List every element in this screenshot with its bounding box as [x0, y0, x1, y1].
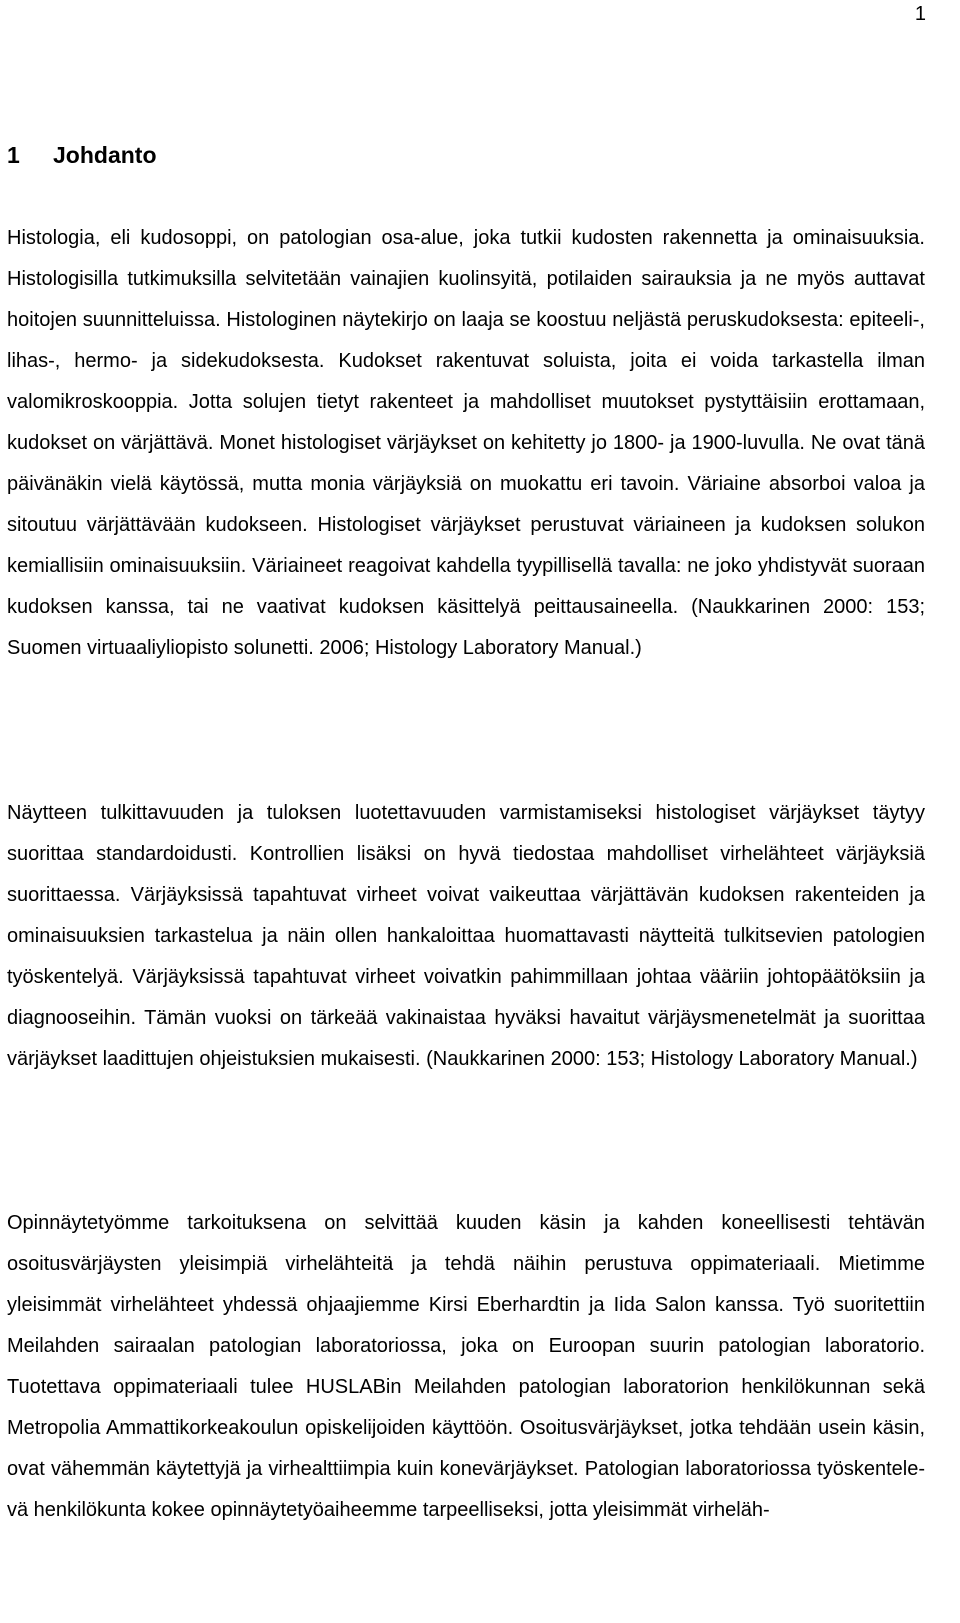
- page-number: 1: [914, 3, 926, 25]
- chapter-heading: [7, 140, 157, 170]
- paragraph-histology-intro: Histologia, eli kudosoppi, on patologian osa-alue, joka tutkii kudosten rakennetta ja ominaisuuksia. Histologisilla tutkimuksilla selvitetään vainajien kuolinsyitä, potilaiden sairauksia ja ne myös auttavat hoitojen suunnitteluissa. Histologinen näytekirjo on laaja se koostuu neljästä peruskudoksesta: epiteeli-, lihas-, hermo- ja sidekudoksesta. Kudokset rakentuvat soluista, joita ei voida tarkastella ilman valomikroskooppia. Jotta solujen tietyt rakenteet ja mahdolliset muutokset pystyttäisiin erottamaan, kudokset on värjättävä. Monet histologiset värjäykset on kehitetty jo 1800- ja 1900-luvulla. Ne ovat tänä päivänäkin vielä käytössä, mutta monia värjäyksiä on muokattu eri tavoin. Väriaine absorboi valoa ja sitoutuu värjättävään kudokseen. Histologiset värjäykset perustuvat väriaineen ja kudoksen solukon kemiallisiin ominaisuuksiin. Väriaineet reagoivat kahdella tyypillisellä tavalla: ne joko yhdistyvät suoraan kudoksen kanssa, tai ne vaativat kudoksen käsittelyä peittausaineella. (Naukkarinen 2000: 153; Suomen virtuaaliyliopisto solunetti. 2006; Histology Laboratory Manual.): [7, 227, 925, 659]
- chapter-title: Johdanto: [53, 142, 157, 168]
- paragraph-thesis-purpose: Opinnäytetyömme tarkoituksena on selvittää kuuden käsin ja kahden koneellisesti tehtävän osoitusvärjäysten yleisimpiä virhelähteitä ja tehdä näihin perustuva oppimateriaali. Mietimme yleisimmät virhelähteet yhdessä ohjaajiemme Kirsi Eberhardtin ja Iida Salon kanssa. Työ suoritettiin Meilahden sairaalan patologian laboratoriossa, joka on Euroopan suurin patologian laboratorio. Tuotettava oppimateriaali tulee HUSLABin Meilahden patologian laboratorion henkilökunnan sekä Metropolia Ammattikorkeakoulun opiskelijoiden käyttöön. Osoitusvärjäykset, jotka tehdään usein käsin, ovat vähemmän käytettyjä ja virhealttiimpia kuin konevärjäykset. Patologian laboratoriossa työskentelevä henkilökunta kokee opinnäytetyöaiheemme tarpeelliseksi, jotta yleisimmät virheläh-: [7, 1212, 925, 1521]
- paragraph-staining-errors: Näytteen tulkittavuuden ja tuloksen luotettavuuden varmistamiseksi histologiset värjäykset täytyy suorittaa standardoidusti. Kontrollien lisäksi on hyvä tiedostaa mahdolliset virhelähteet värjäyksiä suorittaessa. Värjäyksissä tapahtuvat virheet voivat vaikeuttaa värjättävän kudoksen rakenteiden ja ominaisuuksien tarkastelua ja näin ollen hankaloittaa huomattavasti näytteitä tulkitsevien patologien työskentelyä. Värjäyksissä tapahtuvat virheet voivatkin pahimmillaan johtaa vääriin johtopäätöksiin ja diagnooseihin. Tämän vuoksi on tärkeää vakinaistaa hyväksi havaitut värjäysmenetelmät ja suorittaa värjäykset laadittujen ohjeistuksien mukaisesti. (Naukkarinen 2000: 153; Histology Laboratory Manual.): [7, 802, 925, 1070]
- chapter-number: 1: [7, 142, 20, 168]
